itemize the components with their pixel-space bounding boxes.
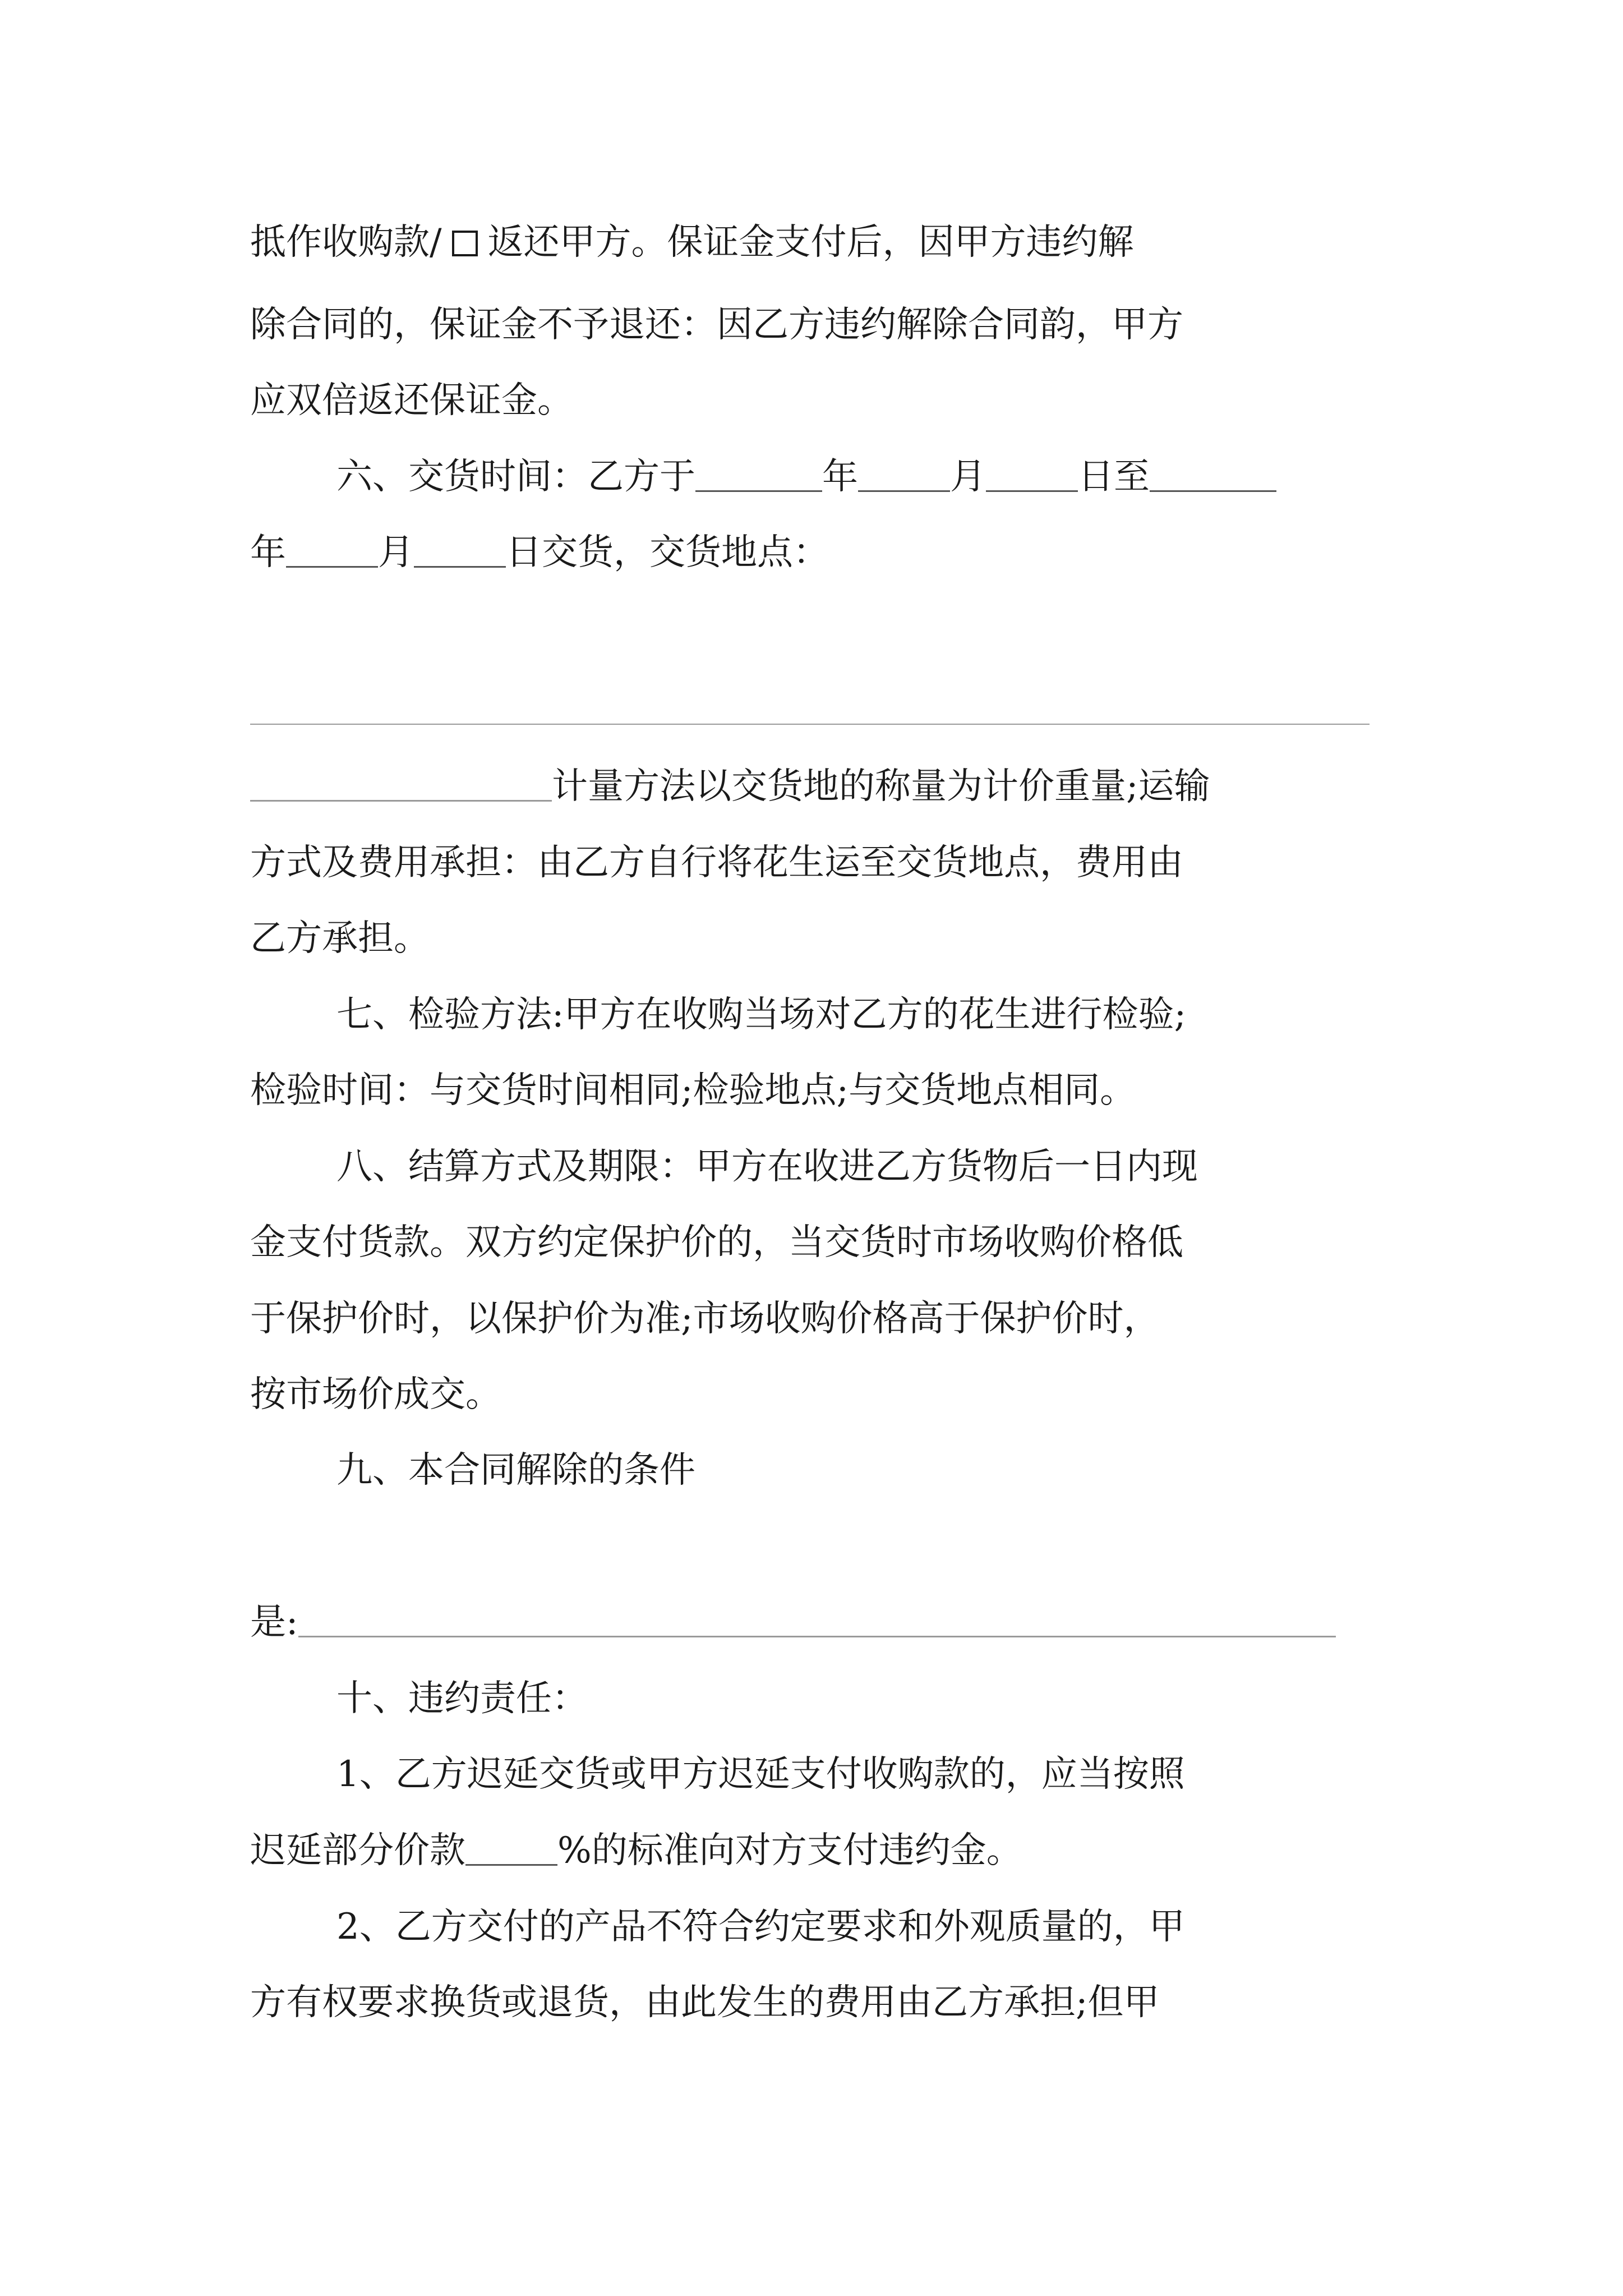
fill-in-blank[interactable]: [858, 454, 950, 492]
text-line: [250, 211, 1394, 273]
text-fragment: 是:: [250, 1602, 298, 1643]
text-line: 八、结算方式及期限：甲方在收进乙方货物后一日内现: [336, 1146, 1198, 1188]
text-line: 十、违约责任：: [336, 1678, 588, 1719]
fill-in-blank[interactable]: [1150, 454, 1276, 492]
text-line: 除合同的，保证金不予退还：因乙方违约解除合同韵，甲方: [250, 304, 1183, 346]
fill-in-blank[interactable]: [465, 1828, 557, 1866]
text-fragment: 日至: [1078, 456, 1150, 498]
text-fragment: 日交货，交货地点：: [506, 532, 829, 573]
fill-in-blank[interactable]: [986, 454, 1078, 492]
text-line: [250, 522, 1394, 583]
text-fragment: 迟延部分价款: [250, 1830, 465, 1871]
text-fragment: 返还甲方。保证金支付后，因甲方违约解: [487, 222, 1134, 263]
text-line: 于保护价时，以保护价为准;市场收购价格高于保护价时，: [250, 1298, 1160, 1340]
fill-in-line[interactable]: [250, 724, 1370, 725]
text-fragment: 抵作收购款/: [250, 222, 442, 263]
text-fragment: %的标准向对方支付违约金。: [557, 1830, 1022, 1871]
text-fragment: 计量方法以交货地的称量为计价重量;运输: [552, 766, 1210, 807]
text-line: 乙方承担。: [250, 918, 430, 959]
fill-in-blank[interactable]: [298, 1600, 1336, 1637]
text-fragment: 月: [950, 456, 986, 498]
text-line: [336, 446, 1394, 508]
text-fragment: 月: [378, 532, 414, 573]
text-line: 检验时间：与交货时间相同;检验地点;与交货地点相同。: [250, 1070, 1136, 1111]
text-line: 方有权要求换货或退货，由此发生的费用由乙方承担;但甲: [250, 1982, 1160, 2023]
text-line: 九、本合同解除的条件: [336, 1450, 695, 1491]
text-line: 方式及费用承担：由乙方自行将花生运至交货地点，费用由: [250, 842, 1183, 884]
text-line: [250, 1820, 1394, 1881]
text-line: 应双倍返还保证金。: [250, 380, 573, 421]
fill-in-blank[interactable]: [250, 764, 552, 802]
fill-in-blank[interactable]: [286, 530, 378, 568]
fill-in-blank[interactable]: [414, 530, 506, 568]
text-line: 金支付货款。双方约定保护价的，当交货时市场收购价格低: [250, 1222, 1183, 1263]
checkbox[interactable]: [452, 231, 478, 256]
text-line: 2、乙方交付的产品不符合约定要求和外观质量的，甲: [336, 1906, 1185, 1948]
text-line: 按市场价成交。: [250, 1374, 501, 1415]
text-line: 1、乙方迟延交货或甲方迟延支付收购款的，应当按照: [336, 1754, 1185, 1795]
text-fragment: 六、交货时间：乙方于: [336, 456, 695, 498]
text-fragment: 年: [822, 456, 858, 498]
text-fragment: 年: [250, 532, 286, 573]
text-line: [250, 1591, 1394, 1653]
text-line: [250, 756, 1394, 817]
text-line: 七、检验方法:甲方在收购当场对乙方的花生进行检验;: [336, 994, 1187, 1036]
fill-in-blank[interactable]: [695, 454, 822, 492]
